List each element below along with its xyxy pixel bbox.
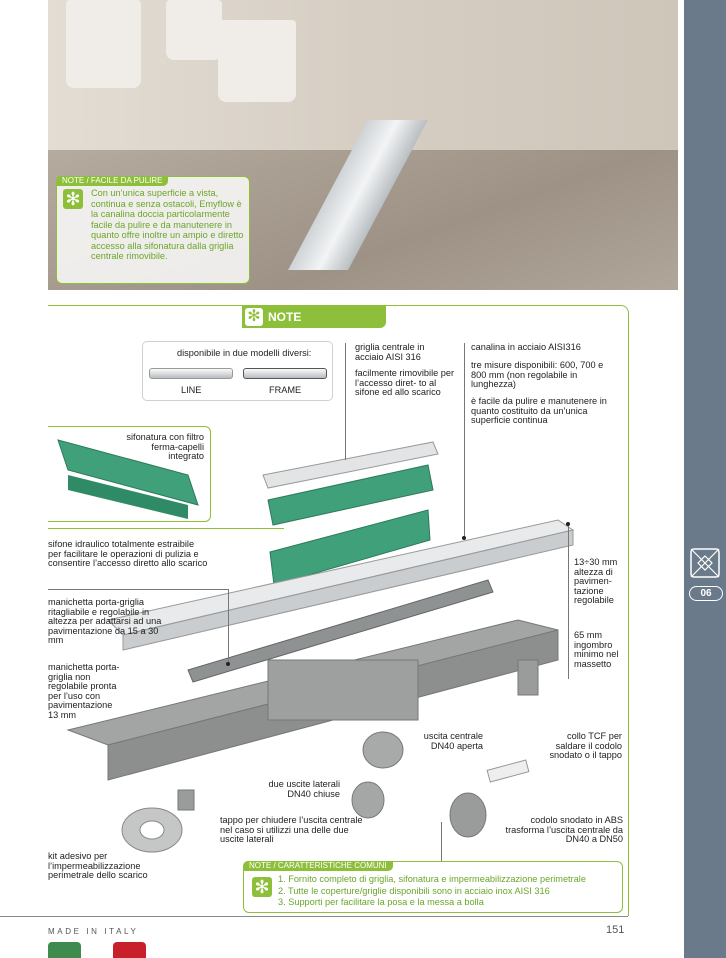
leader-line xyxy=(48,589,228,590)
label-griglia-removable: facilmente rimovibile per l’accesso diret- to al sifone ed allo scarico xyxy=(355,368,455,397)
asterisk-icon: ✻ xyxy=(252,877,272,897)
note-common-features xyxy=(243,861,623,913)
label-sifonatura: sifonatura con filtro ferma-capelli integrato xyxy=(126,432,204,461)
feature-item: 3. Supporti per facilitare la posa e la messa a bolla xyxy=(278,897,484,907)
note-header: NOTE / FACILE DA PULIRE xyxy=(56,176,168,186)
footer-rule xyxy=(0,916,628,917)
leader-line xyxy=(464,343,465,538)
note-easy-clean xyxy=(56,176,250,284)
leader-line xyxy=(48,528,284,529)
label-uscite-laterali: due uscite laterali DN40 chiuse xyxy=(268,779,340,799)
chapter-number: 06 xyxy=(689,586,723,601)
label-codolo: codolo snodato in ABS trasforma l’uscita centrale da DN40 a DN50 xyxy=(505,815,623,844)
label-tappo: tappo per chiudere l’uscita centrale nel caso si utilizzi una delle due uscite laterali xyxy=(220,815,363,844)
asterisk-icon: ✻ xyxy=(63,189,83,209)
leader-dot xyxy=(462,536,466,540)
label-facile: è facile da pulire e manutenere in quanto costituito da un’unica superficie continua xyxy=(471,396,607,425)
feature-item: 1. Fornito completo di griglia, sifonatura e impermeabilizzazione perimetrale xyxy=(278,874,586,884)
leader-dot xyxy=(226,662,230,666)
page-number: 151 xyxy=(606,924,625,936)
label-ingombro: 65 mm ingombro minimo nel massetto xyxy=(574,630,619,669)
label-misure: tre misure disponibili: 600, 700 e 800 mm (non regolabile in lunghezza) xyxy=(471,360,604,389)
made-in-italy: MADE IN ITALY xyxy=(48,927,139,936)
note-text: Con un’unica superficie a vista, continua e senza ostacoli, Emyflow è la canalina doccia particolarmente facile da pulire e da manutenere in quanto offre inoltre un ampio e diretto accesso alla sifonatura dalla griglia centrale rimovibile. xyxy=(91,188,244,261)
leader-line xyxy=(568,524,569,679)
label-canalina: canalina in acciaio AISI316 xyxy=(471,342,581,352)
leader-dot xyxy=(566,522,570,526)
note-tab xyxy=(242,306,386,328)
label-manichetta-regolabile: manichetta porta-griglia ritagliabile e regolabile in altezza per adattarsi ad una pavimentazione da 15 a 30 mm xyxy=(48,597,162,645)
chapter-sidebar xyxy=(684,0,726,958)
label-uscita-centrale: uscita centrale DN40 aperta xyxy=(423,731,483,751)
models-title: disponibile in due modelli diversi: xyxy=(177,348,312,358)
note-header: NOTE / CARATTERISTICHE COMUNI xyxy=(243,861,393,871)
label-collo: collo TCF per saldare il codolo snodato o il tappo xyxy=(549,731,622,760)
flag-red xyxy=(113,942,146,958)
frame-label: FRAME xyxy=(269,385,302,395)
label-manichetta-non-regolabile: manichetta porta-griglia non regolabile pronta per l’uso con pavimentazione 13 mm xyxy=(48,662,120,720)
leader-line xyxy=(228,589,229,664)
asterisk-icon: ✻ xyxy=(245,308,263,326)
drain-grid-icon xyxy=(690,548,720,578)
line-label: LINE xyxy=(181,385,202,395)
leader-line xyxy=(345,343,346,460)
label-griglia: griglia centrale in acciaio AISI 316 xyxy=(355,342,425,362)
flag-green xyxy=(48,942,81,958)
label-sifone: sifone idraulico totalmente estraibile per facilitare le operazioni di pulizia e consentire l’accesso diretto allo scarico xyxy=(48,539,208,568)
note-tab-label: NOTE xyxy=(268,310,302,324)
features-list xyxy=(278,874,586,909)
feature-item: 2. Tutte le coperture/griglie disponibili sono in acciaio inox AISI 316 xyxy=(278,885,550,896)
label-altezza: 13÷30 mm altezza di pavimen- tazione regolabile xyxy=(574,557,618,605)
leader-line xyxy=(441,822,442,862)
label-kit: kit adesivo per l’impermeabilizzazione perimetrale dello scarico xyxy=(48,851,148,880)
